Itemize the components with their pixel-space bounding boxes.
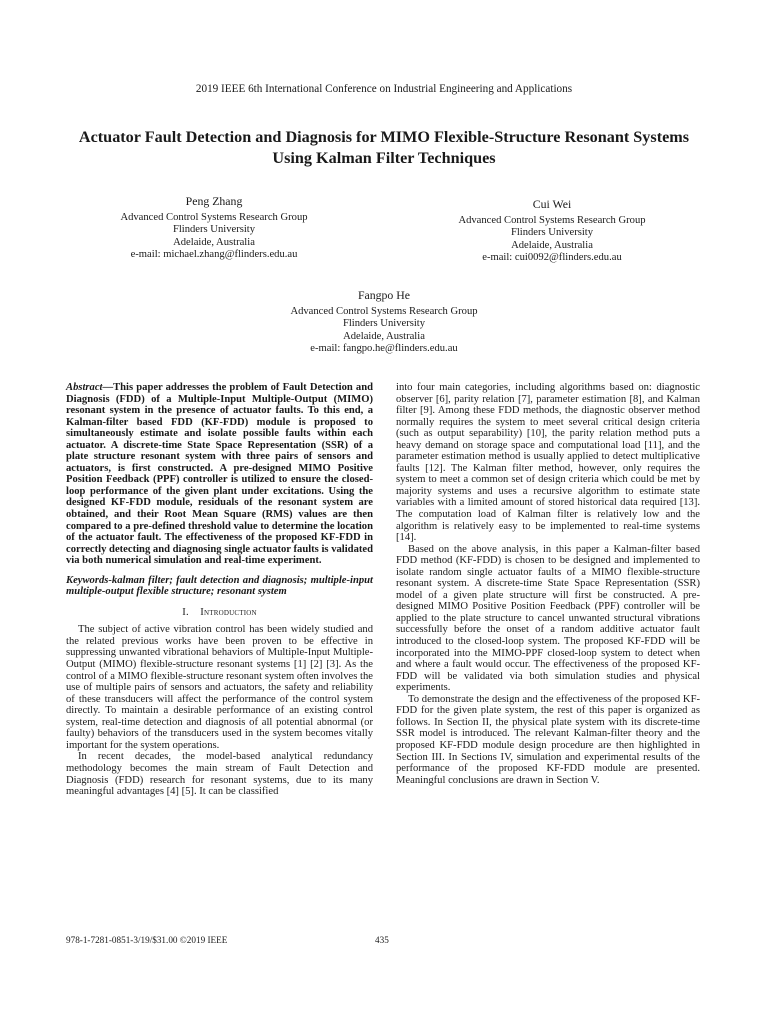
author-name: Peng Zhang <box>185 194 243 208</box>
section-number: I. <box>182 606 189 618</box>
paragraph: In recent decades, the model-based analytical redundancy methodology becomes the main stream of Fault Detection and Diagnosis (FDD) research for resonant systems, due to its many meaningful advantages [4] [5]. It can be classified <box>66 751 373 798</box>
author-location: Adelaide, Australia <box>511 239 593 251</box>
author-block-3 <box>234 288 534 355</box>
author-affiliation: Advanced Control Systems Research Group <box>458 215 646 226</box>
author-university: Flinders University <box>510 227 594 239</box>
author-university: Flinders University <box>172 224 256 236</box>
page-number: 435 <box>375 935 389 945</box>
right-column <box>396 382 700 786</box>
author-block-2 <box>404 197 700 264</box>
paragraph: Based on the above analysis, in this paper a Kalman-filter based FDD method (KF-FDD) is chosen to be designed and implemented to isolate random single actuator faults of a MIMO flexible-structure resonant system. A discrete-time State Space Representation (SSR) model of a given plate structure will first be constructed. A pre-designed MIMO Positive Position Feedback (PPF) controller will be applied to the plate structure to cancel unwanted structural vibrations successfully before the onset of a random additive actuator fault introduced to the closed-loop system. The proposed KF-FDD will be incorporated into the MIMO-PPF closed-loop system to detect when and where a fault would occur. The effectiveness of the proposed KF-FDD will be validated via both simulation studies and physical experiments. <box>396 543 700 694</box>
left-column <box>66 382 373 798</box>
author-affiliation: Advanced Control Systems Research Group <box>120 212 308 223</box>
author-name: Fangpo He <box>357 288 411 302</box>
abstract-text: This paper addresses the problem of Fault Detection and Diagnosis (FDD) of a Multiple-Input Multiple-Output (MIMO) resonant system in the presence of actuator faults. To this end, a Kalman-filter based FDD (KF-FDD) module is proposed to simultaneously estimate and isolate possible faults within each actuator. A discrete-time State Space Representation (SSR) of a plate structure resonant system with three pairs of sensors and actuators, is first constructed. A pre-designed MIMO Positive Position Feedback (PPF) controller is utilized to ensure the closed-loop performance of the given plant under excitations. Using the designed KF-FDD module, residuals of the resonant system are obtained, and their Root Mean Square (RMS) values are then compared to a pre-defined threshold value to determine the location of the actuator fault. The effectiveness of the proposed KF-FDD in correctly detecting and diagnosing single actuator faults is validated via both numerical simulation and real-time experiment. <box>66 382 373 567</box>
author-email: e-mail: fangpo.he@flinders.edu.au <box>310 342 458 354</box>
author-location: Adelaide, Australia <box>343 330 425 342</box>
paper-title: Actuator Fault Detection and Diagnosis for MIMO Flexible-Structure Resonant Systems Using Kalman Filter Techniques <box>78 128 690 167</box>
author-email: e-mail: michael.zhang@flinders.edu.au <box>130 248 298 260</box>
author-location: Adelaide, Australia <box>173 236 255 248</box>
abstract-label: Abstract <box>66 382 103 393</box>
author-block-1 <box>66 194 362 261</box>
abstract <box>66 382 373 567</box>
paragraph: into four main categories, including algorithms based on: diagnostic observer [6], parity relation [7], parameter estimation [8], and Kalman filter [9]. Among these FDD methods, the diagnostic observer method normally requires the system to meet several critical design criteria (such as output separability) [10], the parity relation method puts a heavy demand on storage space and computational load [11], and the parameter estimation method is usually applied to detect multiplicative faults [12]. The Kalman filter method, however, only requires the system to meet a common set of design criteria which could be met by majority systems and uses a recursive algorithm to estimate state variables with a limited amount of stored historical data required [13]. The computation load of Kalman filter is relatively low and the algorithm is relatively easy to be implemented to real-time systems [14]. <box>396 382 700 544</box>
paragraph: To demonstrate the design and the effectiveness of the proposed KF-FDD for the given plate system, the rest of this paper is organized as follows. In Section II, the physical plate system with its discrete-time SSR model is introduced. The relevant Kalman-filter theory and the proposed KF-FDD module design procedure are then highlighted in Section III. In Sections IV, simulation and experimental results of the performance of the proposed KF-FDD module are presented. Meaningful conclusions are drawn in Section V. <box>396 693 700 786</box>
author-affiliation: Advanced Control Systems Research Group <box>290 306 478 317</box>
author-university: Flinders University <box>342 318 426 330</box>
conference-header: 2019 IEEE 6th International Conference on Industrial Engineering and Applications <box>195 83 573 95</box>
author-name: Cui Wei <box>532 197 572 211</box>
section-title: Introduction <box>200 606 257 618</box>
abstract-dash: — <box>102 382 114 393</box>
section-heading <box>66 607 373 619</box>
paragraph: The subject of active vibration control has been widely studied and the related previous works have been proven to be effective in suppressing unwanted vibrational behaviors of Multiple-Input Multiple-Output (MIMO) flexible-structure resonant systems [1] [2] [3]. As the control of a MIMO flexible-structure resonant system often involves the use of multiple pairs of sensors and actuators, the safety and reliability of these transducers will affect the performance of the control system directly. To maintain a desirable performance of an existing control system, real-time detection and diagnosis of all potential abnormal (or faulty) behaviors of the transducers used in the system becomes vitally important for the system operations. <box>66 624 373 751</box>
copyright-footer: 978-1-7281-0851-3/19/$31.00 ©2019 IEEE <box>66 935 228 945</box>
keywords: Keywords-kalman filter; fault detection and diagnosis; multiple-input multiple-output flexible structure; resonant system <box>66 574 373 598</box>
author-email: e-mail: cui0092@flinders.edu.au <box>482 251 622 263</box>
